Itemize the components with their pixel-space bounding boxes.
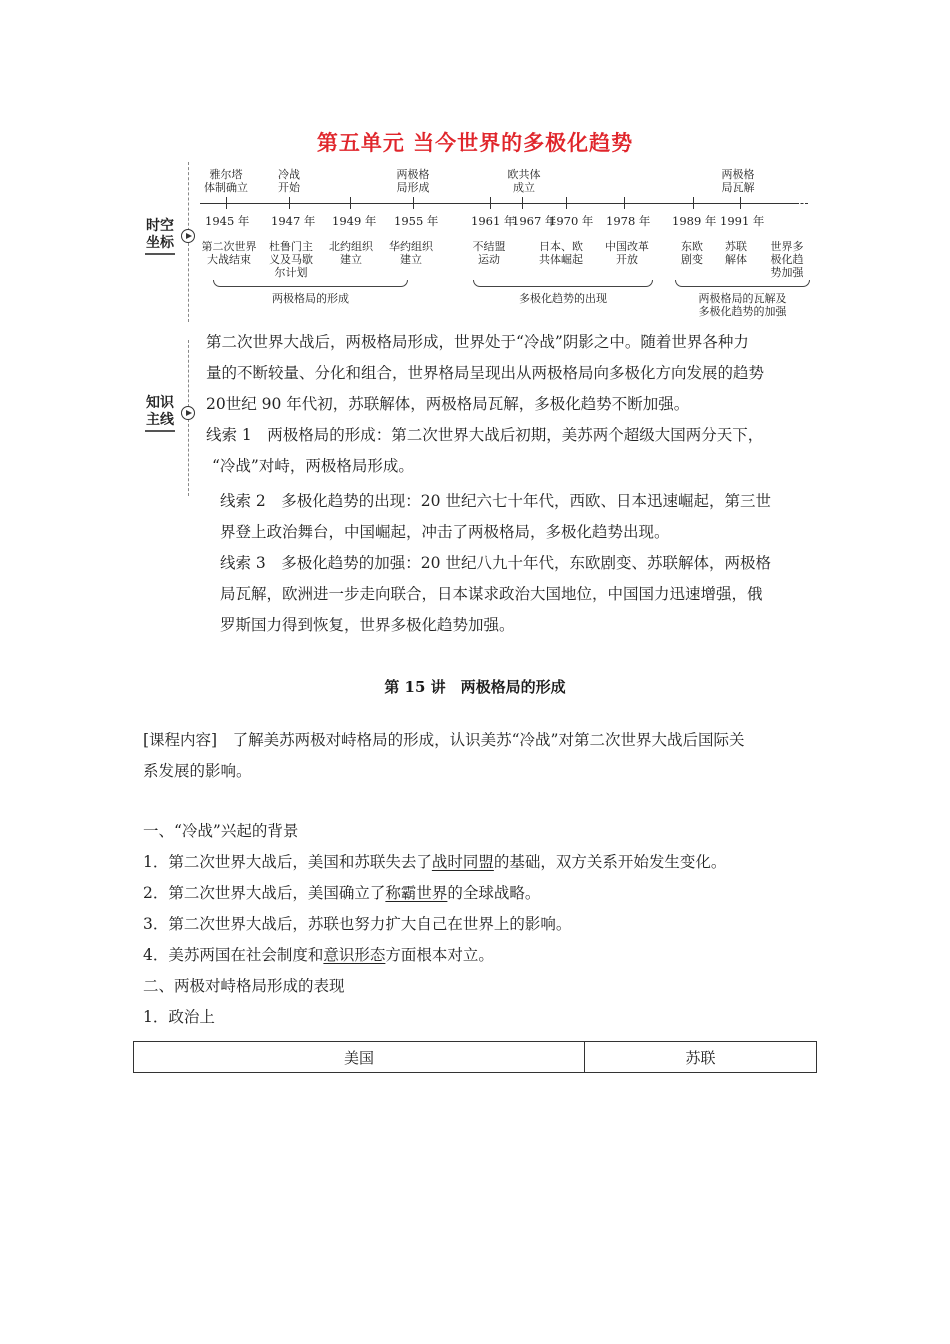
section-2-subheading: 1．政治上 — [143, 1008, 215, 1026]
timeline-top-event: 雅尔塔 体制确立 — [204, 168, 248, 194]
phase-label: 两极格局的瓦解及 多极化趋势的加强 — [698, 292, 787, 318]
timeline-top-event: 冷战 开始 — [278, 168, 300, 194]
timeline-top-event: 两极格 局瓦解 — [721, 168, 755, 194]
timeline-year: 1945 年 — [205, 214, 250, 228]
section-1 — [143, 816, 823, 1033]
clue-3-line: 线索 3 多极化趋势的加强：20 世纪八九十年代，东欧剧变、苏联解体，两极格 — [220, 554, 771, 572]
list-item: 4．美苏两国在社会制度和意识形态方面根本对立。 — [143, 946, 494, 964]
timeline-bottom-event: 华约组织 建立 — [389, 240, 433, 266]
timeline-axis-dashed-end — [796, 203, 808, 204]
us-ussr-table — [133, 1041, 817, 1073]
timeline-bottom-event: 北约组织 建立 — [329, 240, 373, 266]
timeline-year: 1989 年 — [672, 214, 717, 228]
fill-answer: 战时同盟 — [431, 853, 494, 871]
timeline-year: 1961 年 — [471, 214, 516, 228]
section-1-heading: 一、“冷战”兴起的背景 — [143, 822, 299, 840]
mainline-intro-line: 第二次世界大战后，两极格局形成，世界处于“冷战”阴影之中。随着世界各种力 — [206, 333, 749, 351]
play-icon — [181, 229, 195, 243]
timeline-bottom-event: 杜鲁门主 义及马歇 尔计划 — [269, 240, 313, 279]
timeline-bottom-event: 不结盟 运动 — [472, 240, 506, 266]
mainline-intro-line: 量的不断较量、分化和组合，世界格局呈现出从两极格局向多极化方向发展的趋势 — [206, 364, 765, 382]
tick — [522, 197, 523, 209]
timeline-bottom-event: 第二次世界 大战结束 — [201, 240, 257, 266]
play-icon — [181, 406, 195, 420]
clue-2-line: 界登上政治舞台，中国崛起，冲击了两极格局，多极化趋势出现。 — [220, 523, 670, 541]
fill-answer: 意识形态 — [323, 946, 386, 964]
tick — [740, 197, 741, 209]
clue-3-line: 局瓦解，欧洲进一步走向联合，日本谋求政治大国地位，中国国力迅速增强，俄 — [220, 585, 763, 603]
table-header-us: 美国 — [134, 1042, 585, 1073]
timeline-year: 1991 年 — [720, 214, 765, 228]
mainline-clues — [220, 486, 840, 641]
timeline-top-event: 欧共体 成立 — [507, 168, 541, 194]
clue-1-line: “冷战”对峙，两极格局形成。 — [212, 457, 414, 475]
list-item: 3．第二次世界大战后，苏联也努力扩大自己在世界上的影响。 — [143, 915, 572, 933]
mainline-side-label: 知识 主线 — [142, 395, 178, 432]
timeline-side-label: 时空 坐标 — [142, 218, 178, 255]
table-header-ussr: 苏联 — [585, 1042, 817, 1073]
phase-label: 两极格局的形成 — [272, 292, 349, 305]
timeline-year: 1967 年 — [512, 214, 557, 228]
phase-label: 多极化趋势的出现 — [519, 292, 607, 305]
unit-title: 第五单元 当今世界的多极化趋势 — [316, 131, 634, 155]
section-2-heading: 二、两极对峙格局形成的表现 — [143, 977, 345, 995]
list-item: 1．第二次世界大战后，美国和苏联失去了战时同盟的基础，双方关系开始发生变化。 — [143, 853, 727, 871]
timeline-section — [0, 0, 950, 330]
course-content-line: [课程内容] 了解美苏两极对峙格局的形成，认识美苏“冷战”对第二次世界大战后国际关 — [143, 731, 745, 749]
timeline-bottom-event: 世界多 极化趋 势加强 — [770, 240, 804, 279]
clue-3-line: 罗斯国力得到恢复，世界多极化趋势加强。 — [220, 616, 515, 634]
tick — [693, 197, 694, 209]
tick — [350, 197, 351, 209]
tick — [566, 197, 567, 209]
mainline-text — [206, 327, 846, 482]
timeline-bottom-event: 东欧 剧变 — [681, 240, 703, 266]
fill-answer: 称霸世界 — [385, 884, 448, 902]
phase-bracket — [473, 280, 653, 287]
tick — [490, 197, 491, 209]
timeline-year: 1947 年 — [271, 214, 316, 228]
timeline-top-event: 两极格 局形成 — [396, 168, 430, 194]
clue-1-line: 线索 1 两极格局的形成：第二次世界大战后初期，美苏两个超级大国两分天下， — [206, 426, 764, 444]
tick — [413, 197, 414, 209]
lecture-title: 第 15 讲 两极格局的形成 — [384, 678, 566, 696]
timeline-year: 1955 年 — [394, 214, 439, 228]
course-content-line: 系发展的影响。 — [143, 762, 252, 780]
timeline-year: 1970 年 — [549, 214, 594, 228]
phase-bracket — [675, 280, 810, 287]
tick — [624, 197, 625, 209]
clue-2-line: 线索 2 多极化趋势的出现：20 世纪六七十年代，西欧、日本迅速崛起，第三世 — [220, 492, 771, 510]
timeline-bottom-event: 苏联 解体 — [725, 240, 747, 266]
list-item: 2．第二次世界大战后，美国确立了称霸世界的全球战略。 — [143, 884, 541, 902]
tick — [289, 197, 290, 209]
timeline-bottom-event: 日本、欧 共体崛起 — [539, 240, 583, 266]
tick — [226, 197, 227, 209]
timeline-year: 1949 年 — [332, 214, 377, 228]
timeline-bottom-event: 中国改革 开放 — [605, 240, 649, 266]
mainline-intro-line: 20世纪 90 年代初，苏联解体，两极格局瓦解，多极化趋势不断加强。 — [206, 395, 690, 413]
course-content — [143, 725, 823, 787]
table-header-row — [134, 1042, 817, 1073]
phase-bracket — [213, 280, 408, 287]
timeline-year: 1978 年 — [606, 214, 651, 228]
